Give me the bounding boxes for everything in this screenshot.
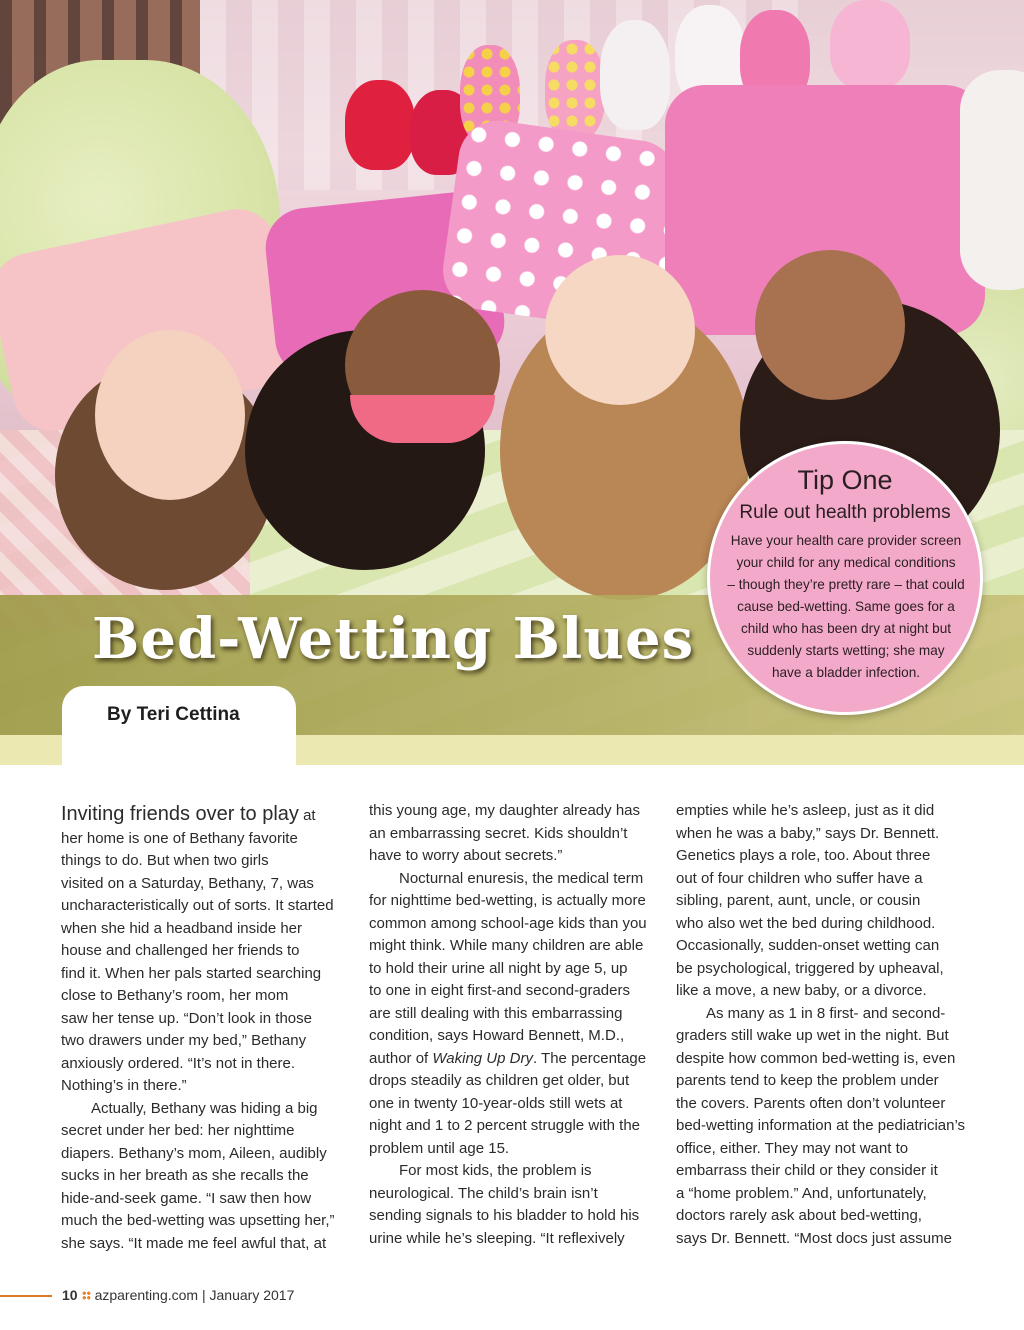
text-line: an embarrassing secret. Kids shouldn’t [369, 824, 628, 842]
slipper-white [600, 20, 670, 130]
text-line: saw her tense up. “Don’t look in those [61, 1009, 312, 1027]
text-line: says Dr. Bennett. “Most docs just assume [676, 1229, 952, 1247]
text-line: sending signals to his bladder to hold his [369, 1207, 640, 1224]
text-line: Actually, Bethany was hiding a big [91, 1099, 318, 1117]
text-line: to hold their urine all night by age 5, up [369, 959, 628, 977]
robe-white [960, 70, 1024, 290]
text-line: a “home problem.” And, unfortunately, [676, 1184, 927, 1202]
text-line: who also wet the bed during childhood. [676, 914, 936, 932]
text-line: parents tend to keep the problem under [676, 1072, 939, 1089]
text-line: bed-wetting information at the pediatrician’s [676, 1117, 966, 1134]
text-line: when she hid a headband inside her [61, 919, 303, 937]
footer-site: azparenting.com [94, 1287, 199, 1303]
text-line: Occasionally, sudden-onset wetting can [676, 937, 940, 954]
text-line: two drawers under my bed,” Bethany [61, 1032, 307, 1049]
text-line: close to Bethany’s room, her mom [61, 987, 289, 1004]
text-line: Nocturnal enuresis, the medical term [399, 869, 644, 887]
article-column-1 [61, 803, 356, 1255]
text-line: the covers. Parents often don’t volunteer [676, 1094, 946, 1112]
text-line: to one in eight first-and second-graders [369, 982, 630, 999]
text-line: out of four children who suffer have a [676, 869, 923, 887]
text-line: sibling, parent, aunt, uncle, or cousin [676, 892, 921, 909]
tip-title: Tip One [797, 465, 893, 495]
sock-polka [545, 40, 605, 140]
text-line: Genetics plays a role, too. About three [676, 847, 931, 864]
text-line: common among school-age kids than you [369, 914, 647, 932]
text-line: Nothing’s in there.” [61, 1077, 187, 1094]
text-line: much the bed-wetting was upsetting her,” [61, 1212, 335, 1229]
tip-callout [707, 441, 983, 715]
text-line: things to do. But when two girls [61, 852, 269, 869]
tip-line: – though they’re pretty rare – that could [727, 577, 965, 592]
tip-line: Have your health care provider screen [730, 533, 962, 548]
article-headline: Bed-Wetting Blues [92, 606, 695, 672]
tip-line: suddenly starts wetting; she may [747, 643, 945, 658]
text-line: For most kids, the problem is [399, 1162, 592, 1179]
text-line: her home is one of Bethany favorite [61, 829, 298, 847]
text-line: might think. While many children are able [369, 937, 644, 954]
tip-line: child who has been dry at night but [740, 621, 952, 636]
footer-date: January 2017 [209, 1287, 295, 1303]
text-line: for nighttime bed-wetting, is actually more [369, 892, 646, 909]
slipper-red [345, 80, 415, 170]
text-line: visited on a Saturday, Bethany, 7, was [61, 874, 314, 892]
text-line: As many as 1 in 8 first- and second- [706, 1004, 946, 1022]
text-line: when he was a baby,” says Dr. Bennett. [676, 824, 940, 842]
article-column-2 [369, 800, 664, 1250]
text-line: graders still wake up wet in the night. But [676, 1027, 949, 1044]
text-line: office, either. They may not want to [676, 1139, 909, 1157]
footer-rule [0, 1295, 52, 1297]
tip-line: cause bed-wetting. Same goes for a [737, 599, 955, 614]
text-line: uncharacteristically out of sorts. It started [61, 897, 334, 914]
book-title: Waking Up Dry [432, 1049, 533, 1067]
text-line: have to worry about secrets.” [369, 847, 563, 864]
page-footer [62, 1287, 294, 1303]
tip-subtitle: Rule out health problems [739, 502, 951, 523]
footer-separator: | [201, 1287, 206, 1303]
text-line [369, 1048, 664, 1071]
text-line: secret under her bed: her nighttime [61, 1122, 295, 1139]
tip-body [724, 530, 968, 684]
byline: By Teri Cettina [107, 704, 240, 725]
tip-line: have a bladder infection. [771, 665, 921, 680]
face-girl-1 [95, 330, 245, 500]
text-line: urine while he’s sleeping. “It reflexively [369, 1229, 625, 1247]
text-line: be psychological, triggered by upheaval, [676, 959, 944, 977]
text-line: drops steadily as children get older, but [369, 1072, 630, 1089]
text-line: diapers. Bethany’s mom, Aileen, audibly [61, 1144, 327, 1162]
text-line: embarrass their child or they consider it [676, 1162, 938, 1179]
text-fragment: at [298, 807, 316, 824]
text-line: are still dealing with this embarrassing [369, 1004, 623, 1022]
text-line: neurological. The child’s brain isn’t [369, 1184, 598, 1202]
text-line [61, 803, 356, 828]
text-line: house and challenged her friends to [61, 942, 300, 959]
page-number: 10 [62, 1287, 78, 1303]
text-line: problem until age 15. [369, 1139, 510, 1157]
face-girl-3 [545, 255, 695, 405]
dots-logo-icon [82, 1291, 91, 1300]
text-line: hide-and-seek game. “I saw then how [61, 1189, 312, 1207]
text-line: like a move, a new baby, or a divorce. [676, 982, 927, 999]
text-fragment: author of [369, 1049, 433, 1067]
text-line: condition, says Howard Bennett, M.D., [369, 1027, 625, 1044]
text-line: one in twenty 10-year-olds still wets at [369, 1094, 623, 1112]
text-line: find it. When her pals started searching [61, 964, 322, 982]
slipper-pink [830, 0, 910, 90]
text-line: night and 1 to 2 percent struggle with the [369, 1117, 641, 1134]
text-line: despite how common bed-wetting is, even [676, 1049, 956, 1067]
tip-line: your child for any medical conditions [736, 555, 956, 570]
text-line: empties while he’s asleep, just as it did [676, 802, 935, 819]
text-line: doctors rarely ask about bed-wetting, [676, 1207, 922, 1224]
text-line: this young age, my daughter already has [369, 802, 641, 819]
text-line: she says. “It made me feel awful that, at [61, 1234, 327, 1252]
lead-in: Inviting friends over to play [61, 803, 299, 825]
article-column-3 [676, 800, 971, 1250]
text-line: anxiously ordered. “It’s not in there. [61, 1054, 296, 1072]
face-girl-4 [755, 250, 905, 400]
text-fragment: . The percentage [532, 1049, 647, 1067]
text-line: sucks in her breath as she recalls the [61, 1167, 309, 1184]
